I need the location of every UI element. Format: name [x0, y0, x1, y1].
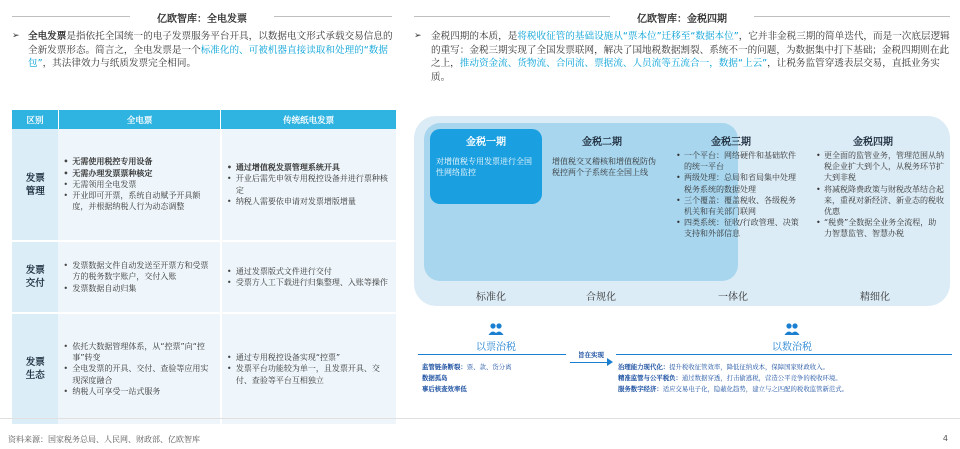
bullet-list: [58, 341, 219, 397]
list-item: • 开业后需先申领专用税控设备并进行票种核定: [236, 173, 390, 196]
gov-line-left: [418, 354, 566, 355]
right-bullet-arrow-icon: ➢: [414, 31, 422, 41]
list-item: • 无需领用全电发票: [72, 179, 213, 190]
note-line: [618, 362, 954, 373]
phase4-title: 金税四期: [853, 137, 893, 148]
right-title-line-left: [414, 16, 610, 17]
people-icon: [488, 322, 504, 336]
right-intro-text-1: 金税四期的本质，是: [431, 31, 518, 42]
table-header-cell: 全电票: [58, 110, 220, 129]
list-item: • 两级处理：总局和省局集中处理税务系统的数据处理: [676, 172, 800, 194]
note-line: [618, 384, 954, 395]
phase4-list: [816, 150, 944, 240]
table-row-category: 发票 生态: [12, 313, 58, 425]
list-item: • 受票方人工下载进行归集整理、入账等操作: [236, 277, 390, 288]
phase2-title: 金税二期: [582, 137, 622, 148]
note-bold: 治理能力现代化：: [618, 363, 670, 371]
right-intro-highlight-1: 将税收征管的基础设施从“票本位”迁移至“数据本位”: [517, 31, 739, 42]
note-line: [422, 362, 572, 373]
phase3-list: [676, 150, 800, 240]
note-text: 适应交易电子化，隐蔽化趋势，建立与之匹配的税收监管新范式。: [662, 385, 849, 393]
table-header-cell: 区别: [12, 110, 58, 129]
list-item: • 将减税降费政策与财税改革结合起来，重视对新经济、新业态的税收优惠: [816, 184, 944, 218]
table-cell: [58, 313, 220, 425]
table-row: [12, 129, 396, 241]
list-item: • 发票数据自动归集: [72, 283, 213, 294]
arrow-head-icon: [607, 358, 613, 366]
note-line: [422, 384, 572, 395]
tag-standardization: 标准化: [476, 292, 506, 303]
right-panel-title: 亿欧智库：金税四期: [637, 14, 727, 25]
table-header-cell: 传统纸电发票: [221, 110, 396, 129]
list-item: • 纳税人需要依申请对发票增版增量: [236, 196, 390, 207]
right-intro: [431, 30, 951, 84]
left-panel-title: 亿欧智库：全电发票: [157, 14, 247, 25]
tag-refinement: 精细化: [860, 292, 890, 303]
bullet-list: [222, 266, 396, 289]
arrow-line: [570, 362, 608, 363]
tag-compliance: 合规化: [586, 292, 616, 303]
list-item: • “税费”全数据全业务全流程，助力智慧监管、智慧办税: [816, 217, 944, 239]
footer-divider: [0, 418, 960, 419]
right-intro-text-2: ，它并非金税三期的简单迭代，而是一次底层逻辑的重写：金税三期实现了全国发票联网，解决了国地税数据割裂、系统不一的问题，为数据集中打下基础；金税四期则在此之上，: [431, 31, 950, 70]
list-item: • 发票数据文件自动发送至开票方和受票方的税务数字账户，交付入账: [72, 260, 213, 283]
note-bold: 事后核查效率低: [422, 385, 467, 393]
people-icon: [784, 322, 800, 336]
gov-line-right: [616, 354, 952, 355]
intro-text-2: ，其法律效力与纸质发票完全相同。: [42, 58, 197, 70]
note-bold: 数据孤岛: [422, 374, 448, 382]
table-row: [12, 241, 396, 313]
list-item: • 无需使用税控专用设备: [72, 156, 213, 167]
table-cell: [221, 241, 396, 313]
table-row-category: 发票 管理: [12, 129, 58, 241]
table-row-category: 发票 交付: [12, 241, 58, 313]
bullet-list: [58, 260, 219, 294]
bullet-list: [58, 156, 219, 212]
note-text: 票、款、货分离: [466, 363, 512, 371]
tag-integration: 一体化: [718, 292, 748, 303]
source-note: 资料来源：国家税务总局、人民网、财政部、亿欧智库: [8, 435, 200, 444]
gov-label-invoice: 以票治税: [476, 342, 516, 353]
table-cell: [221, 313, 396, 425]
right-title-line-right: [754, 16, 950, 17]
list-item: • 开业即可开票，系统自动赋予开具额度，并根据纳税人行为动态调整: [72, 190, 213, 213]
note-text: 提升税收征管效率，降低征纳成本，保障国家财政收入。: [669, 363, 829, 371]
list-item: • 三个覆盖：覆盖税收、各级税务机关和有关部门联网: [676, 195, 800, 217]
right-intro-highlight-2: 推动资金流、货物流、合同流、票据流、人员流等五流合一，数据“上云”: [459, 58, 768, 70]
note-bold: 监管链条断裂：: [422, 363, 467, 371]
note-line: [422, 373, 572, 384]
table-cell: [58, 241, 220, 313]
list-item: • 一个平台：网络硬件和基础软件的统一平台: [676, 150, 800, 172]
list-item: • 纳税人可享受一站式服务: [72, 386, 213, 397]
page-number: 4: [942, 434, 948, 443]
right-intro-text-3: ，让税务监管穿透表层交易，直抵业务实质。: [431, 58, 940, 83]
right-notes: [618, 362, 954, 395]
gov-label-data: 以数治税: [772, 342, 812, 353]
bullet-list: [222, 352, 396, 386]
list-item: • 通过发票版式文件进行交付: [236, 266, 390, 277]
intro-highlight: 标准化的、可被机器直接读取和处理的“数据包”: [28, 44, 388, 70]
table-header-row: [12, 110, 396, 129]
arrow-label: 旨在实现: [578, 351, 604, 359]
left-notes: [422, 362, 572, 395]
table-cell: [58, 129, 220, 241]
phase2-body: 增值税交叉稽核和增值税防伪税控两个子系统在全国上线: [552, 157, 656, 178]
list-item: • 通过专用税控设备实现“控票”: [236, 352, 390, 363]
phase1-title: 金税一期: [466, 137, 506, 148]
intro-keyword: 全电发票: [28, 31, 67, 42]
bullet-list: [222, 162, 396, 207]
phase1-body: 对增值税专用发票进行全国性网络监控: [436, 157, 532, 178]
note-bold: 服务数字经济：: [618, 385, 663, 393]
list-item: • 更全面的监管业务，管理范围从纳税企业扩大到个人，从税务环节扩大到非税: [816, 150, 944, 184]
list-item: • 全电发票的开具、交付、查验等应用实现深度融合: [72, 363, 213, 386]
left-bullet-arrow-icon: ➢: [12, 31, 20, 41]
list-item: • 依托大数据管理体系，从“控票”向“控事”转变: [72, 341, 213, 364]
table-row: [12, 313, 396, 425]
phase3-title: 金税三期: [711, 137, 751, 148]
table-cell: [221, 129, 396, 241]
left-title-line-right: [274, 16, 392, 17]
left-intro: [28, 30, 396, 71]
list-item: • 四类系统：征收/行政管理、决策支持和外部信息: [676, 217, 800, 239]
list-item: • 无需办理发票票种核定: [72, 168, 213, 179]
note-line: [618, 373, 954, 384]
note-text: 通过数据穿透，打击偷逃税，营造公平竞争的税收环境。: [681, 374, 842, 382]
comparison-table: [12, 110, 396, 426]
intro-text-1: 是指依托全国统一的电子发票服务平台开具，以数据电文形式承载交易信息的全新发票形态。简言之，全电发票是一个: [28, 31, 393, 56]
note-bold: 精准监管与公平税负：: [618, 374, 682, 382]
list-item: • 发票平台功能较为单一，且发票开具、交付、查验等平台互相独立: [236, 363, 390, 386]
left-title-line-left: [12, 16, 130, 17]
list-item: • 通过增值税发票管理系统开具: [236, 162, 390, 173]
